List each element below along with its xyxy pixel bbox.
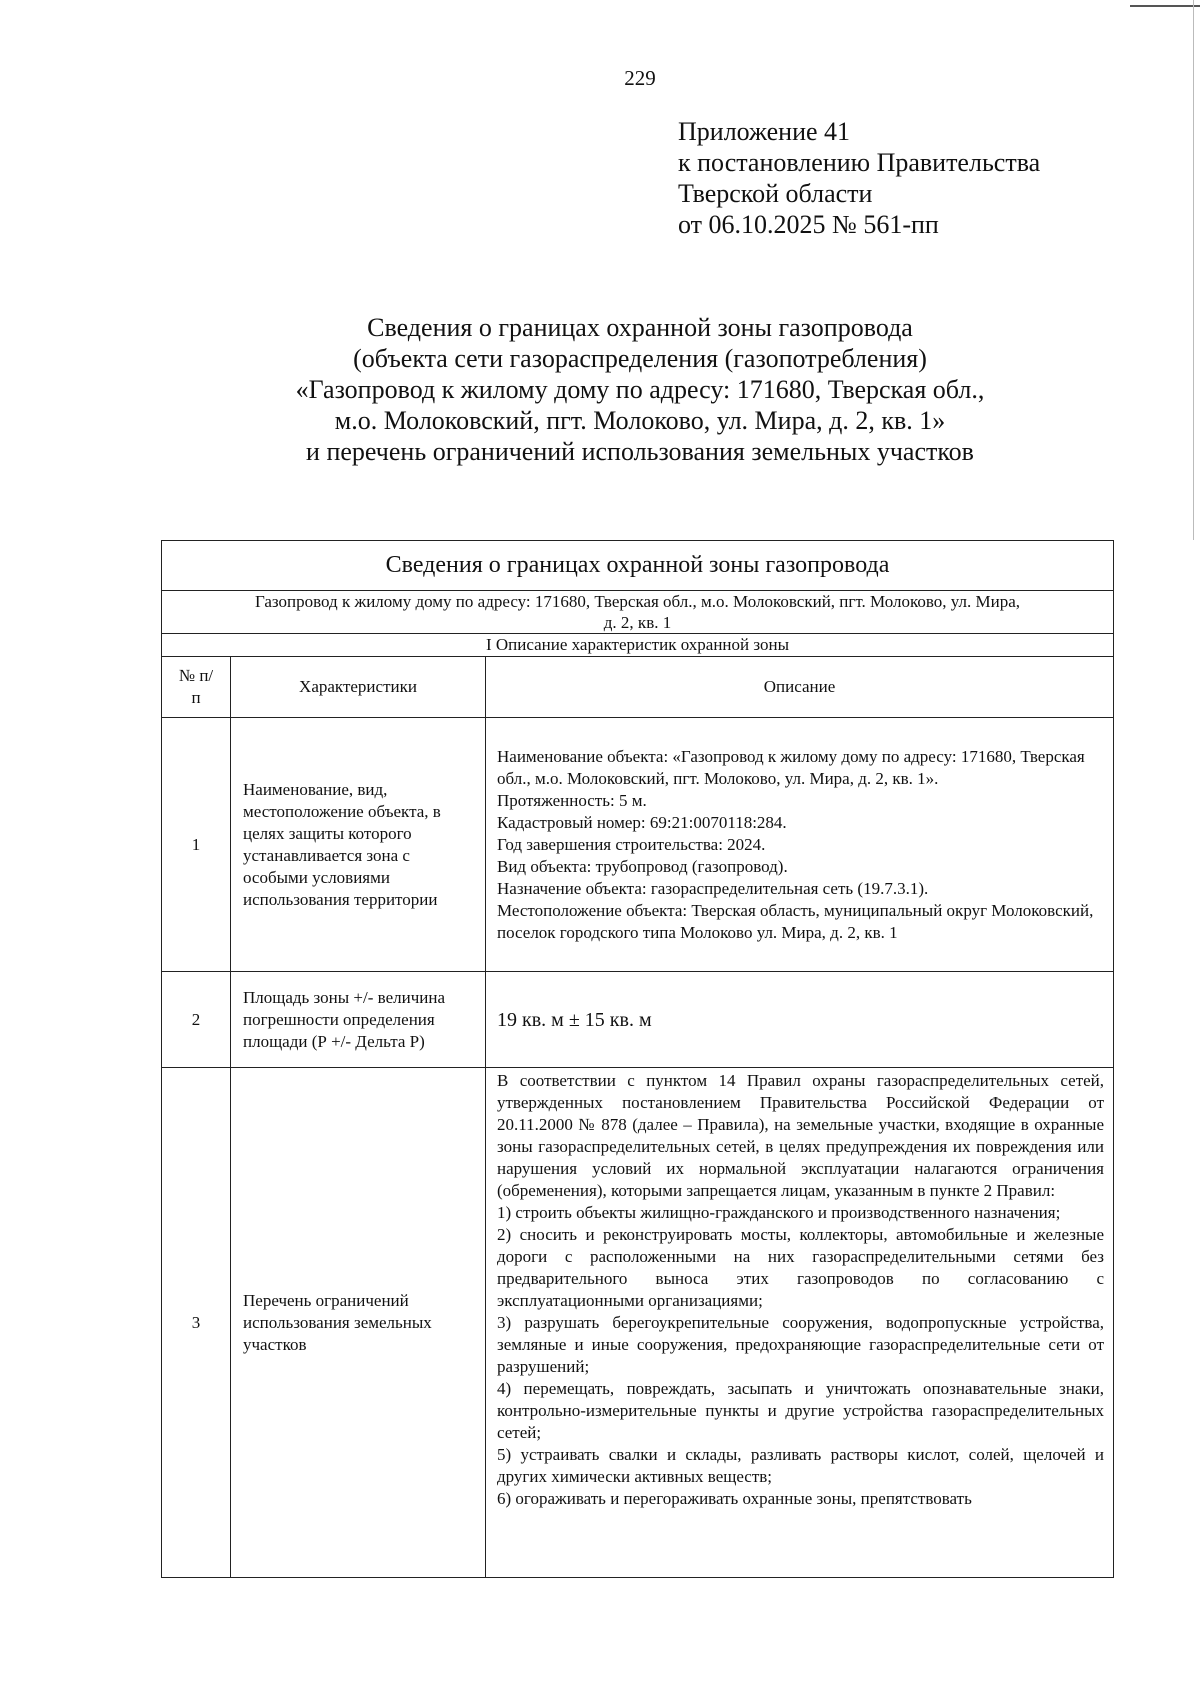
row-number: 3	[162, 1068, 231, 1578]
column-header-row	[162, 657, 1114, 718]
section-heading: I Описание характеристик охранной зоны	[162, 634, 1114, 657]
appendix-line-4: от 06.10.2025 № 561-пп	[678, 210, 939, 239]
row-number: 2	[162, 972, 231, 1068]
appendix-block	[678, 116, 1040, 240]
column-header-description: Описание	[486, 657, 1114, 718]
row-characteristic: Площадь зоны +/- величина погрешности определения площади (Р +/- Дельта Р)	[231, 972, 486, 1068]
description-line: 1) строить объекты жилищно-гражданского и производственного назначения;	[497, 1203, 1061, 1222]
table-row	[162, 972, 1114, 1068]
row-characteristic: Наименование, вид, местоположение объекта, в целях защиты которого устанавливается зона с особыми условиями использования территории	[231, 718, 486, 972]
object-name-line-1: Газопровод к жилому дому по адресу: 171680, Тверская обл., м.о. Молоковский, пгт. Молоково, ул. Мира,	[254, 592, 1021, 611]
column-header-num: № п/п	[162, 657, 231, 718]
description-line: Вид объекта: трубопровод (газопровод).	[497, 856, 788, 876]
appendix-line-2: к постановлению Правительства	[678, 148, 1041, 177]
table-heading: Сведения о границах охранной зоны газопровода	[162, 541, 1114, 591]
row-description	[486, 718, 1114, 972]
row-description: 19 кв. м ± 15 кв. м	[486, 972, 1114, 1068]
description-line: Местоположение объекта: Тверская область, муниципальный округ Молоковский, поселок городского типа Молоково ул. Мира, д. 2, кв. 1	[497, 900, 1094, 942]
description-line: 3) разрушать берегоукрепительные сооружения, водопропускные устройства, земляные и иные сооружения, предохраняющие газораспределительные сети от разрушений;	[497, 1313, 1105, 1376]
description-line: Назначение объекта: газораспределительная сеть (19.7.3.1).	[497, 878, 929, 898]
table-row	[162, 718, 1114, 972]
title-line-3: «Газопровод к жилому дому по адресу: 171680, Тверская обл.,	[295, 375, 985, 404]
description-line: Кадастровый номер: 69:21:0070118:284.	[497, 812, 787, 832]
appendix-line-3: Тверской области	[678, 179, 873, 208]
zone-table	[161, 540, 1114, 1578]
appendix-line-1: Приложение 41	[678, 117, 851, 146]
title-line-1: Сведения о границах охранной зоны газопровода	[367, 313, 913, 342]
description-line: 5) устраивать свалки и склады, разливать растворы кислот, солей, щелочей и других химически активных веществ;	[497, 1445, 1105, 1486]
row-description	[486, 1068, 1114, 1578]
column-header-characteristic: Характеристики	[231, 657, 486, 718]
scan-edge-mark-top	[1130, 5, 1200, 7]
description-line: 2) сносить и реконструировать мосты, коллекторы, автомобильные и железные дороги с расположенными на них газораспределительными сетями без предварительного выноса этих газопроводов по согласованию с эксплуатационными организациями;	[497, 1225, 1105, 1310]
table-row	[162, 1068, 1114, 1578]
description-line: Протяженность: 5 м.	[497, 790, 647, 810]
title-line-5: и перечень ограничений использования земельных участков	[306, 437, 974, 466]
description-line: Наименование объекта: «Газопровод к жилому дому по адресу: 171680, Тверская обл., м.о. Молоковский, пгт. Молоково, ул. Мира, д. 2, кв. 1».	[497, 746, 1085, 788]
description-line: 4) перемещать, повреждать, засыпать и уничтожать опознавательные знаки, контрольно-измерительные пункты и другие устройства газораспределительных сетей;	[497, 1379, 1105, 1442]
row-number: 1	[162, 718, 231, 972]
description-line: 6) огораживать и перегораживать охранные зоны, препятствовать	[497, 1489, 972, 1508]
description-line: В соответствии с пунктом 14 Правил охраны газораспределительных сетей, утвержденных постановлением Правительства Российской Федерации от 20.11.2000 № 878 (далее – Правила), на земельные участки, входящие в охранные зоны газораспределительных сетей, в целях предупреждения их повреждения или нарушения условий их нормальной эксплуатации налагаются ограничения (обременения), которыми запрещается лицам, указанным в пункте 2 Правил:	[497, 1071, 1105, 1200]
title-line-2: (объекта сети газораспределения (газопотребления)	[353, 344, 927, 373]
object-name-line-2: д. 2, кв. 1	[603, 613, 672, 632]
description-line: Год завершения строительства: 2024.	[497, 834, 766, 854]
page-number: 229	[624, 66, 656, 90]
title-line-4: м.о. Молоковский, пгт. Молоково, ул. Мира, д. 2, кв. 1»	[334, 406, 946, 435]
row-characteristic: Перечень ограничений использования земельных участков	[231, 1068, 486, 1578]
table-object-name	[162, 591, 1114, 634]
document-title	[160, 312, 1120, 467]
